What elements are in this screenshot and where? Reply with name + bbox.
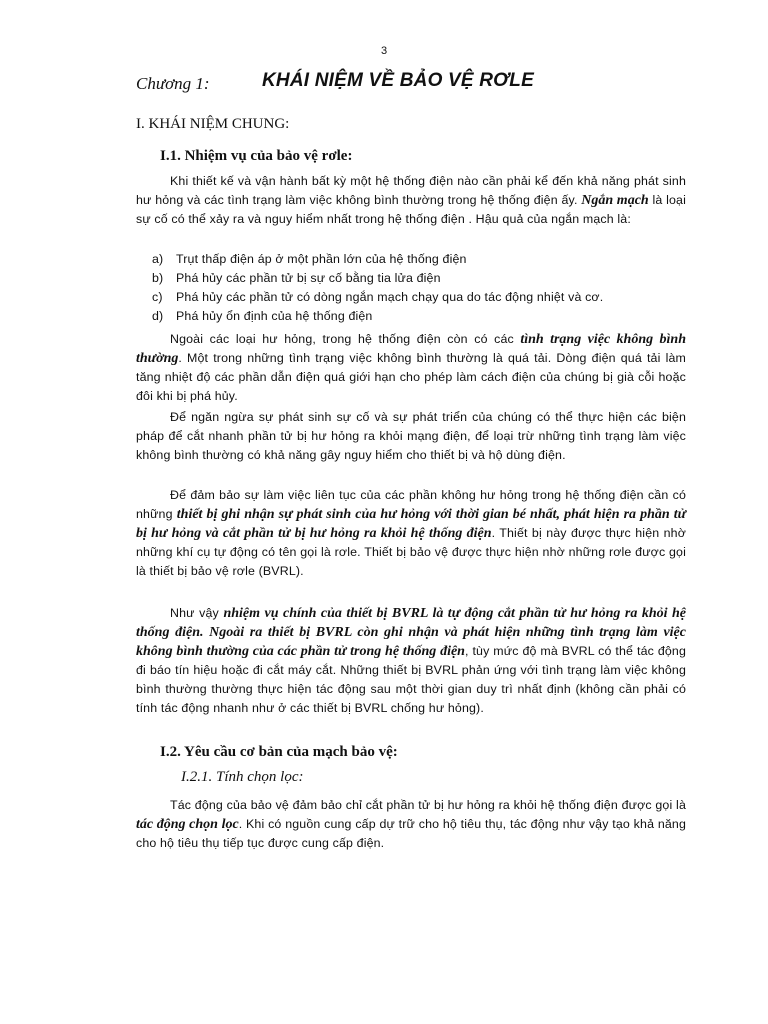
list-item: a) Trụt thấp điện áp ở một phần lớn của hệ thống điện xyxy=(152,252,467,266)
chapter-label: Chương 1: xyxy=(136,74,210,93)
page-number: 3 xyxy=(380,45,388,57)
emphasis: tác động chọn lọc xyxy=(136,817,239,832)
chapter-title: KHÁI NIỆM VỀ BẢO VỆ RƠLE xyxy=(262,70,534,91)
emphasis: thiết bị ghi nhận sự phát sinh của hư hỏng với thời gian bé nhất, phát hiện ra phần tử bị hư hỏng và cắt phần tử bị hư hỏng ra khỏi hệ thống điện xyxy=(136,507,686,541)
list-item: b) Phá hủy các phần tử bị sự cố bằng tia lửa điện xyxy=(152,271,441,285)
paragraph-4: Để đảm bảo sự làm việc liên tục của các phần không hư hỏng trong hệ thống điện cần có những thiết bị ghi nhận sự phát sinh của hư hỏng với thời gian bé nhất, phát hiện ra phần tử bị hư hỏng và cắt phần tử bị hư hỏng ra khỏi hệ thống điện. Thiết bị này được thực hiện nhờ những khí cụ tự động có tên gọi là rơle. Thiết bị bảo vệ được thực hiện nhờ những rơle được gọi là thiết bị bảo vệ rơle (BVRL). xyxy=(136,488,686,578)
subsection-heading-2: I.2. Yêu cầu cơ bản của mạch bảo vệ: xyxy=(160,744,398,760)
emphasis: Ngắn mạch xyxy=(581,193,649,208)
subsubsection-heading: I.2.1. Tính chọn lọc: xyxy=(181,769,304,785)
emphasis: nhiệm vụ chính của thiết bị BVRL là tự động cắt phần tử hư hỏng ra khỏi hệ thống điện. Ngoài ra thiết bị BVRL còn ghi nhận và phát hiện những tình trạng làm việc không bình thường của các phần tử trong hệ thống điện xyxy=(136,606,686,659)
list-item: c) Phá hủy các phần tử có dòng ngắn mạch chạy qua do tác động nhiệt và cơ. xyxy=(152,290,604,304)
section-heading: I. KHÁI NIỆM CHUNG: xyxy=(136,116,290,132)
paragraph-1: Khi thiết kế và vận hành bất kỳ một hệ thống điện nào cần phải kể đến khả năng phát sinh hư hỏng và các tình trạng làm việc không bình thường trong hệ thống điện ấy. Ngắn mạch là loại sự cố có thể xảy ra và nguy hiểm nhất trong hệ thống điện . Hậu quả của ngắn mạch là: xyxy=(136,174,686,226)
paragraph-6: Tác động của bảo vệ đảm bảo chỉ cắt phần tử bị hư hỏng ra khỏi hệ thống điện được gọi là tác động chọn lọc. Khi có nguồn cung cấp dự trữ cho hộ tiêu thụ, tác động như vậy tạo khả năng cho hộ tiêu thụ tiếp tục được cung cấp điện. xyxy=(136,798,686,850)
list-item: d) Phá hủy ổn định của hệ thống điện xyxy=(152,309,373,323)
subsection-heading-1: I.1. Nhiệm vụ của bảo vệ rơle: xyxy=(160,148,353,164)
consequence-list xyxy=(152,250,682,326)
paragraph-3: Để ngăn ngừa sự phát sinh sự cố và sự phát triển của chúng có thể thực hiện các biện pháp để cắt nhanh phần tử bị hư hỏng ra khỏi mạng điện, để loại trừ những tình trạng làm việc không bình thường có khả năng gây nguy hiểm cho thiết bị và hộ dùng điện. xyxy=(136,410,686,462)
emphasis: tình trạng việc không bình thường xyxy=(136,332,686,366)
paragraph-5: Như vậy nhiệm vụ chính của thiết bị BVRL là tự động cắt phần tử hư hỏng ra khỏi hệ thống điện. Ngoài ra thiết bị BVRL còn ghi nhận và phát hiện những tình trạng làm việc không bình thường của các phần tử trong hệ thống điện, tùy mức độ mà BVRL có thể tác động đi báo tín hiệu hoặc đi cắt máy cắt. Những thiết bị BVRL phản ứng với tình trạng làm việc không bình thường thường thực hiện tác động sau một thời gian duy trì nhất định (không cần phải có tính tác động nhanh như ở các thiết bị BVRL chống hư hỏng). xyxy=(136,606,686,715)
paragraph-2: Ngoài các loại hư hỏng, trong hệ thống điện còn có các tình trạng việc không bình thường. Một trong những tình trạng việc không bình thường là quá tải. Dòng điện quá tải làm tăng nhiệt độ các phần dẫn điện quá giới hạn cho phép làm cách điện của chúng bị già cỗi hoặc đôi khi bị phá hủy. xyxy=(136,332,686,403)
